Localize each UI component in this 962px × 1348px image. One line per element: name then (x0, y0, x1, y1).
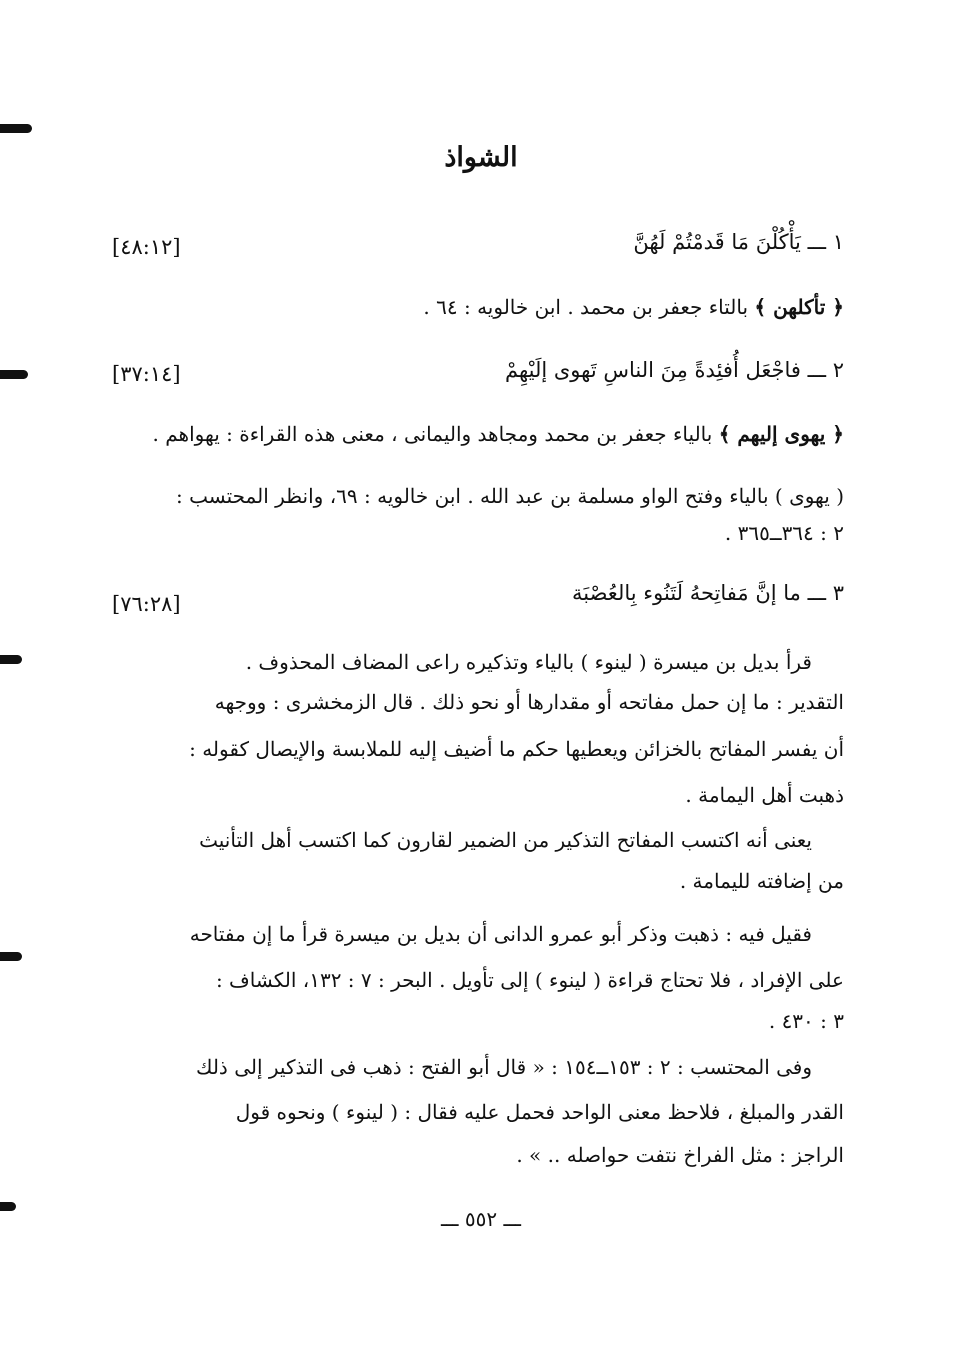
verse-3-reference: [٧٦:٢٨] (112, 592, 181, 616)
verse-3: ٣ ـــ ما إنَّ مَفاتِحهُ لَتَنُوء بِالعُصْبَة (572, 581, 844, 605)
note-line: من إضافته لليمامة . (679, 869, 844, 893)
note-text: بالياء جعفر بن محمد ومجاهد واليمانى ، معنى هذه القراءة : يهواهم . (152, 422, 719, 446)
note-line: ذهبت أهل اليمامة . (685, 783, 844, 807)
scan-edge-mark (0, 655, 22, 664)
note-line (153, 419, 844, 449)
note-text: بالتاء جعفر بن محمد . ابن خالويه : ٦٤ . (423, 295, 755, 319)
verse-1: ١ ـــ يَأْكُلْنَ مَا قَدمْتُمْ لَهُنَّ (633, 230, 844, 254)
verse-1-reference: [٤٨:١٢] (112, 235, 181, 259)
note-line: القدر والمبلغ ، فلاحظ معنى الواحد فحمل عليه فقال : ( لينوء ) ونحوه قول (235, 1100, 844, 1124)
note-line: ( يهوى ) بالياء وفتح الواو مسلمة بن عبد الله . ابن خالويه : ٦٩، وانظر المحتسب : (176, 484, 844, 508)
note-line: وفى المحتسب : ٢ : ١٥٣ــ١٥٤ : « قال أبو الفتح : ذهب فى التذكير إلى ذلك (195, 1055, 812, 1079)
scan-edge-mark (0, 370, 28, 379)
note-line (423, 292, 844, 322)
note-line: يعنى أنه اكتسب المفاتح التذكير من الضمير لقارون كما اكتسب أهل التأنيث (199, 828, 812, 852)
scan-edge-mark (0, 952, 22, 961)
note-line: أن يفسر المفاتح بالخزائن ويعطيها حكم ما أضيف إليه للملابسة والإيصال كقوله : (189, 737, 844, 761)
note-line: التقدير : ما إن حمل مفاتحه أو مقدارها أو نحو ذلك . قال الزمخشرى : ووجهه (214, 690, 844, 714)
note-line: فقيل فيه : ذهبت وذكر أبو عمرو الدانى أن بديل بن ميسرة قرأ ما إن مفتاحه (189, 922, 812, 946)
note-line: الراجز : مثل الفراخ نتفت حواصله .. » . (516, 1143, 844, 1167)
note-line: قرأ بديل بن ميسرة ( لينوء ) بالياء وتذكيره راعى المضاف المحذوف . (245, 650, 812, 674)
page-number: ـــ ٥٥٢ ـــ (440, 1207, 522, 1231)
note-line: ٢ : ٣٦٤ــ٣٦٥ . (724, 521, 844, 545)
note-line: ٣ : ٤٣٠ . (768, 1009, 844, 1033)
verse-2-reference: [٣٧:١٤] (112, 362, 181, 386)
verse-2: ٢ ـــ فاجْعَل أُفئِدةً مِنَ الناسِ تَهوى إلَيْهِمْ (504, 358, 844, 382)
scan-edge-mark (0, 124, 32, 133)
quoted-reading: ﴿ تأكلهن ﴾ (754, 295, 844, 319)
note-line: على الإفراد ، فلا تحتاج قراءة ( لينوء ) إلى تأويل . البحر : ٧ : ١٣٢، الكشاف : (215, 968, 844, 992)
quoted-reading: ﴿ يهوى إليهم ﴾ (718, 422, 844, 446)
page-title: الشواذ (444, 142, 518, 173)
